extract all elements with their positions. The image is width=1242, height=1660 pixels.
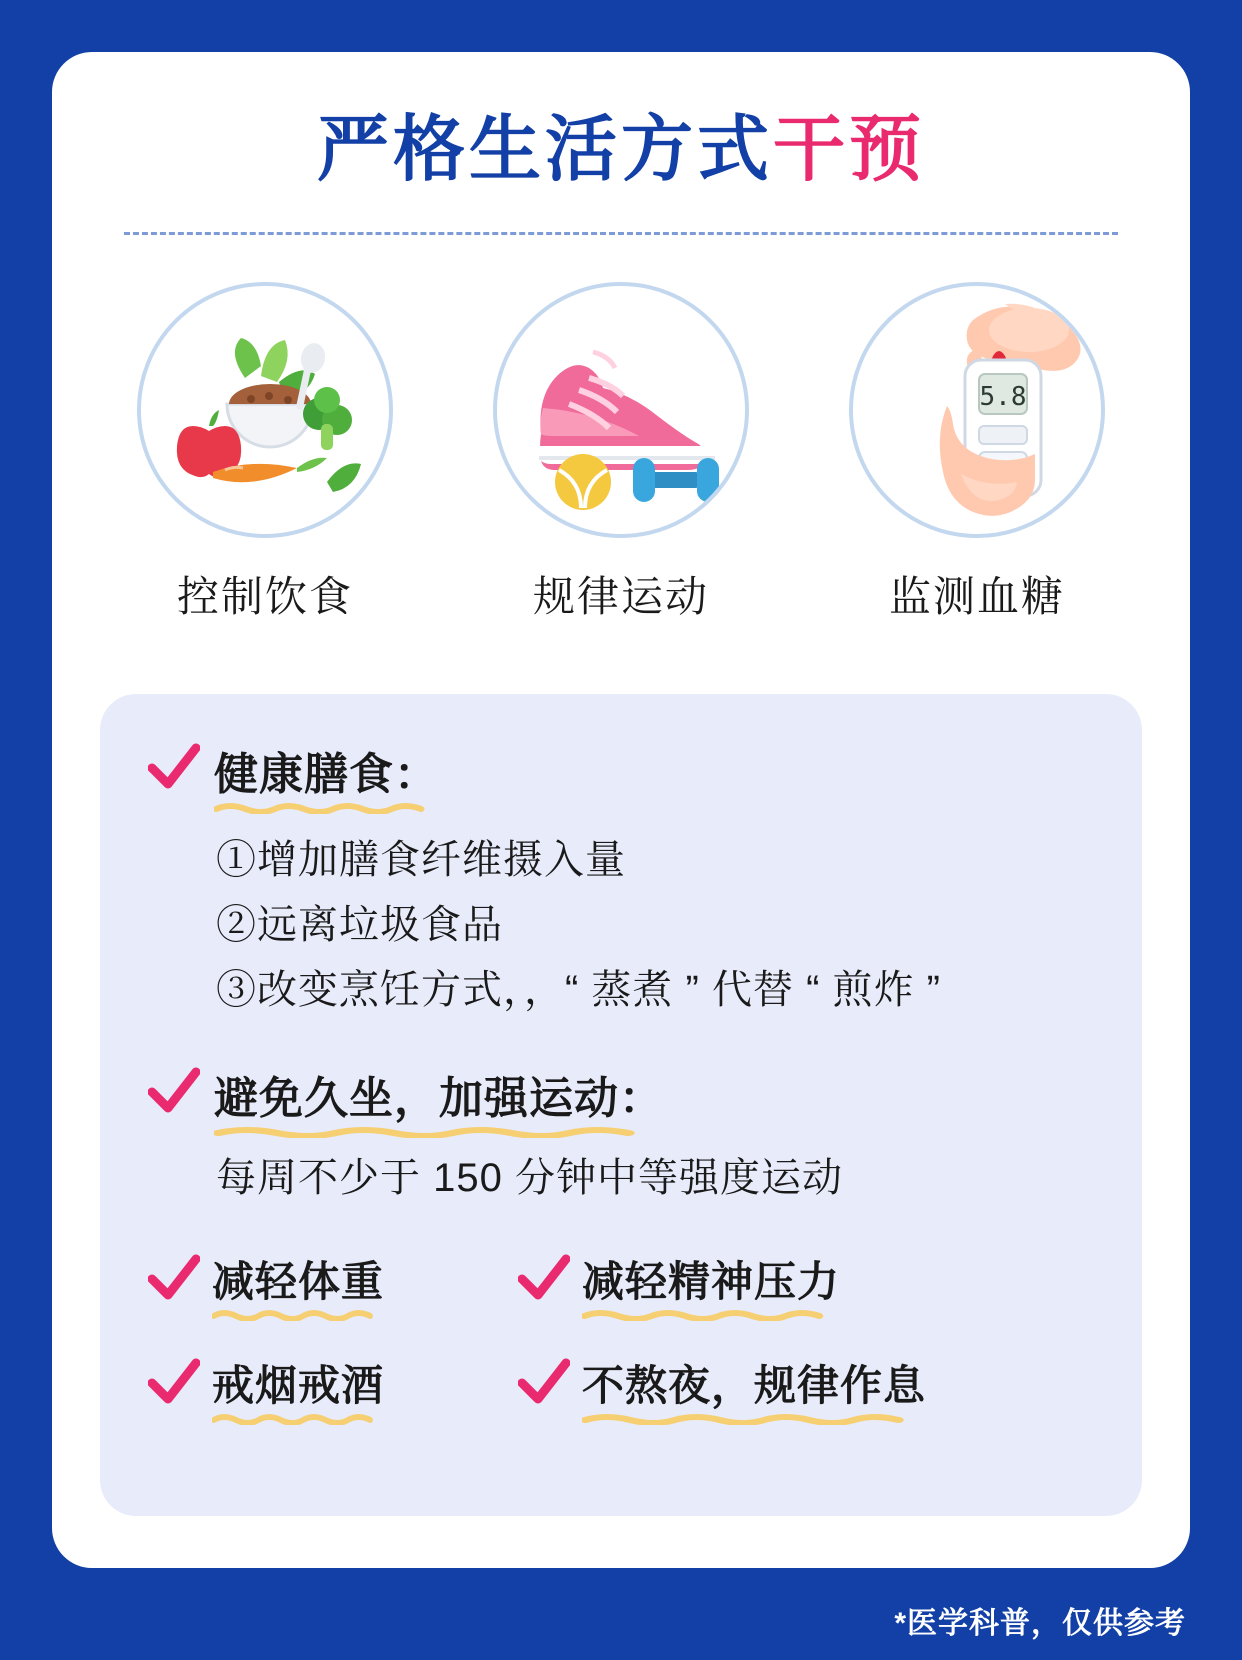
title-main: 严格生活方式 — [316, 110, 773, 190]
exercise-shoe-icon — [493, 282, 749, 538]
habit-item-smoking — [148, 1353, 518, 1423]
exercise-heading-row — [148, 1062, 1094, 1136]
habit-item-sleep — [518, 1353, 1094, 1423]
check-icon — [148, 1066, 200, 1118]
diet-heading-row — [148, 738, 1094, 812]
title-accent: 干预 — [773, 110, 926, 190]
healthy-food-icon — [137, 282, 393, 538]
page-title — [52, 110, 1190, 190]
icon-cell-diet — [120, 282, 410, 624]
list-item: ②远离垃圾食品 — [216, 902, 503, 947]
diet-item-list — [216, 828, 1094, 1022]
icon-label-glucose: 监测血糖 — [888, 573, 1065, 620]
icon-label-diet: 控制饮食 — [176, 573, 353, 620]
exercise-heading: 避免久坐，加强运动： — [214, 1062, 664, 1136]
glucose-meter-icon — [849, 282, 1105, 538]
habit-item-weight — [148, 1249, 518, 1319]
habit-label: 减轻体重 — [212, 1249, 384, 1319]
icon-row — [52, 282, 1190, 624]
icon-label-exercise: 规律运动 — [532, 573, 709, 620]
icon-cell-glucose — [832, 282, 1122, 624]
habit-label: 戒烟戒酒 — [212, 1353, 384, 1423]
habit-item-stress — [518, 1249, 1094, 1319]
check-icon — [518, 1253, 570, 1305]
disclaimer: *医学科普，仅供参考 — [894, 1607, 1186, 1640]
diet-heading: 健康膳食： — [214, 738, 439, 812]
check-icon — [518, 1357, 570, 1409]
habits-grid — [148, 1249, 1094, 1423]
icon-cell-exercise — [476, 282, 766, 624]
check-icon — [148, 742, 200, 794]
list-item: ①增加膳食纤维摄入量 — [216, 838, 626, 882]
check-icon — [148, 1357, 200, 1409]
title-divider — [124, 232, 1118, 235]
list-item: ③改变烹饪方式，，“ 蒸煮 ” 代替 “ 煎炸 ” — [216, 967, 941, 1012]
habit-label: 减轻精神压力 — [582, 1249, 840, 1319]
exercise-note: 每周不少于 150 分钟中等强度运动 — [216, 1156, 843, 1201]
check-icon — [148, 1253, 200, 1305]
svg-text:5.8: 5.8 — [979, 382, 1027, 412]
content-card — [52, 52, 1190, 1568]
habit-label: 不熬夜，规律作息 — [582, 1353, 926, 1423]
advice-panel — [100, 694, 1142, 1516]
